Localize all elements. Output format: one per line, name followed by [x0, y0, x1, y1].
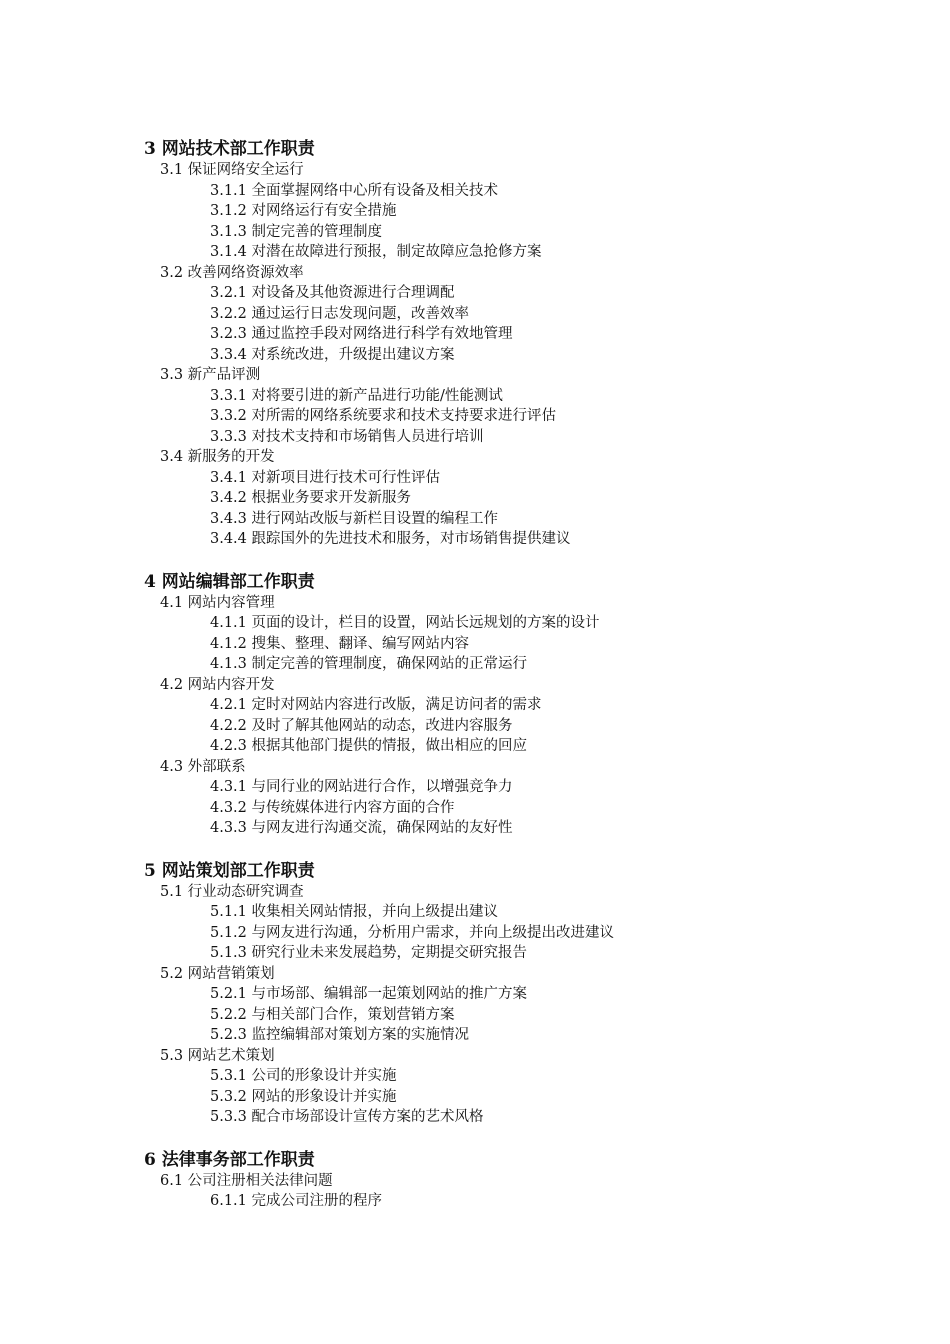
list-item: 5.2.3 监控编辑部对策划方案的实施情况 [210, 1027, 470, 1043]
list-item: 3.3.3 对技术支持和市场销售人员进行培训 [210, 428, 484, 445]
section-title: 6 法律事务部工作职责 [144, 1149, 315, 1170]
list-item: 3.1.4 对潜在故障进行预报，制定故障应急抢修方案 [210, 244, 542, 260]
list-item: 3.1.1 全面掌握网络中心所有设备及相关技术 [210, 182, 499, 199]
list-item: 5.3.3 配合市场部设计宣传方案的艺术风格 [210, 1109, 484, 1125]
list-item: 4.2.2 及时了解其他网站的动态，改进内容服务 [210, 717, 513, 734]
document-body [144, 138, 904, 1233]
list-item: 3.3.2 对所需的网络系统要求和技术支持要求进行评估 [210, 408, 557, 424]
subsection-title: 5.3 网站艺术策划 [160, 1047, 275, 1064]
subsection-title: 4.1 网站内容管理 [160, 594, 275, 611]
list-item: 5.3.1 公司的形象设计并实施 [210, 1068, 397, 1084]
list-item: 4.1.2 搜集、整理、翻译、编写网站内容 [210, 635, 470, 652]
section-title: 4 网站编辑部工作职责 [144, 571, 315, 592]
list-item: 3.4.4 跟踪国外的先进技术和服务，对市场销售提供建议 [210, 531, 571, 547]
list-item: 5.2.2 与相关部门合作，策划营销方案 [210, 1006, 455, 1023]
list-item: 3.4.2 根据业务要求开发新服务 [210, 490, 412, 506]
list-item: 4.1.1 页面的设计，栏目的设置，网站长远规划的方案的设计 [210, 615, 600, 631]
section [144, 1149, 904, 1212]
list-item: 5.3.2 网站的形象设计并实施 [210, 1088, 397, 1105]
section-title: 3 网站技术部工作职责 [144, 139, 315, 159]
subsection-title: 4.2 网站内容开发 [160, 676, 275, 693]
subsection-title: 3.1 保证网络安全运行 [160, 162, 304, 178]
list-item: 3.2.3 通过监控手段对网络进行科学有效地管理 [210, 326, 513, 342]
list-item: 5.1.2 与网友进行沟通，分析用户需求，并向上级提出改进建议 [210, 924, 615, 941]
list-item: 6.1.1 完成公司注册的程序 [210, 1193, 383, 1209]
list-item: 3.2.2 通过运行日志发现问题，改善效率 [210, 305, 470, 322]
list-item: 4.3.3 与网友进行沟通交流，确保网站的友好性 [210, 820, 513, 836]
section [144, 571, 904, 839]
list-item: 3.1.2 对网络运行有安全措施 [210, 203, 397, 219]
list-item: 4.3.1 与同行业的网站进行合作，以增强竞争力 [210, 779, 513, 795]
subsection-title: 5.1 行业动态研究调查 [160, 883, 304, 900]
list-item: 5.2.1 与市场部、编辑部一起策划网站的推广方案 [210, 986, 528, 1002]
subsection-title: 3.3 新产品评测 [160, 367, 261, 383]
subsection-title: 3.4 新服务的开发 [160, 449, 275, 465]
list-item: 3.4.1 对新项目进行技术可行性评估 [210, 469, 441, 486]
list-item: 3.3.4 对系统改进，升级提出建议方案 [210, 346, 455, 363]
list-item: 3.3.1 对将要引进的新产品进行功能/性能测试 [210, 387, 503, 404]
list-item: 4.2.1 定时对网站内容进行改版，满足访问者的需求 [210, 697, 542, 713]
section [144, 138, 904, 550]
list-item: 3.2.1 对设备及其他资源进行合理调配 [210, 285, 455, 301]
section [144, 860, 904, 1128]
list-item: 5.1.3 研究行业未来发展趋势，定期提交研究报告 [210, 945, 528, 961]
subsection-title: 5.2 网站营销策划 [160, 965, 275, 982]
list-item: 5.1.1 收集相关网站情报，并向上级提出建议 [210, 904, 499, 920]
list-item: 4.2.3 根据其他部门提供的情报，做出相应的回应 [210, 738, 528, 754]
list-item: 3.4.3 进行网站改版与新栏目设置的编程工作 [210, 510, 499, 527]
subsection-title: 6.1 公司注册相关法律问题 [160, 1172, 333, 1189]
subsection-title: 3.2 改善网络资源效率 [160, 264, 304, 281]
list-item: 4.1.3 制定完善的管理制度，确保网站的正常运行 [210, 656, 528, 672]
subsection-title: 4.3 外部联系 [160, 758, 246, 775]
list-item: 4.3.2 与传统媒体进行内容方面的合作 [210, 799, 455, 816]
list-item: 3.1.3 制定完善的管理制度 [210, 223, 383, 240]
section-title: 5 网站策划部工作职责 [144, 860, 315, 881]
